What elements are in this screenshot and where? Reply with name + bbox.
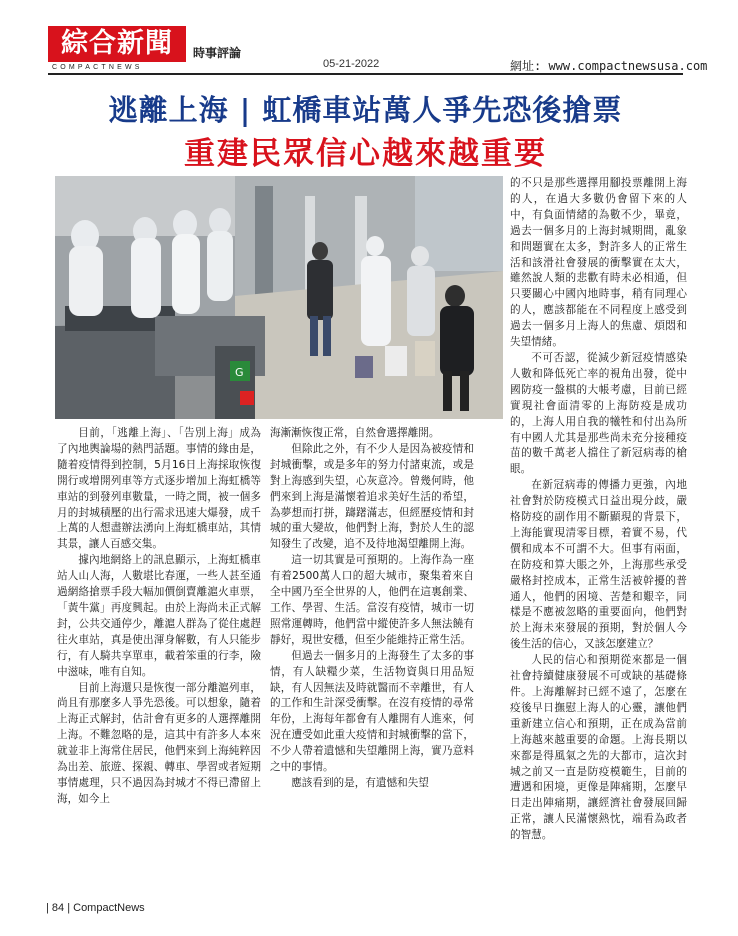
news-photo (55, 176, 503, 419)
article-column-1 (57, 426, 261, 808)
paragraph: 目前上海還只是恢復一部分離滬列車，尚且有那麼多人爭先恐後。可以想象，隨着上海正式解封，估計會有更多的人選擇離開上海。不難忽略的是，這其中有許多人本來就並非上海常住居民，他們來到上海純粹因為出差、旅遊、探親、轉車、學習或者短期事情處理，只不過因為封城才不得已滯留上海，如今上 (57, 681, 261, 805)
article-column-3 (510, 176, 687, 844)
paragraph: 這一切其實是可預期的。上海作為一座有着2500萬人口的超大城市，聚集着來自全中國乃至全世界的人，他們在這裏創業、工作、學習、生活。當沒有疫情，城市一切照常運轉時，他們當中縱使許多人無法饒有靜好，現世安穩，但至少能維持正常生活。 (270, 554, 474, 646)
paragraph: 的不只是那些選擇用腳投票離開上海的人，在過大多數仍會留下來的人中，有負面情緒的為數不少，畢竟，過去一個多月的上海封城期間，亂象和問題實在太多，對許多人的正常生活和該滑社會發展的衝擊實在太大，雖然說人類的悲歡有時未必相通，但只要關心中國內地時事，稍有同理心的人，應該都能在不同程度上感受到過去一個多月上海人的焦慮、煩悶和失望情緒。 (510, 177, 687, 349)
headline-secondary: 重建民眾信心越來越重要 (184, 136, 547, 172)
headline-primary: 逃離上海 | 虹橋車站萬人爭先恐後搶票 (108, 93, 623, 127)
paragraph: 在新冠病毒的傳播力更強，內地社會對於防疫模式日益出現分歧，嚴格防疫的副作用不斷顯現的背景下，上海能實現清零目標，着實不易，代價和成本不可謂不大。但事有兩面，在防疫和算大賬之外，上海那些承受嚴格封控成本，正常生活被幹擾的普通人，他們的困境、苦楚和艱辛，同樣是不應被忽略的重要面向，他們對於上海未來發展的預期，對於個人今後生活的信心，又該怎麼建立？ (510, 479, 687, 651)
section-label: 時事評論 (193, 46, 242, 60)
paragraph: 據內地網絡上的訊息顯示，上海虹橋車站人山人海，人數堪比春運，一些人甚至通過網絡搶票手段大幅加價倒賣離滬火車票，「黃牛黨」再度興起。由於上海尚未正式解封，公共交通停少，離滬人群為了從住處趕往火車站，真是使出渾身解數，有人只能步行，有人騎共享單車，載着笨重的行李，險中滋味，唯有自知。 (57, 554, 261, 678)
header-rule (48, 73, 683, 75)
paragraph: 人民的信心和預期從來都是一個社會持續健康發展不可或缺的基礎條件。上海離解封已經不遠了，怎麼在疫後早日撫慰上海人的心靈，讓他們重新建立信心和預期，正在成為當前上海越來越重要的命題。上海長期以來都是得風氣之先的大都市，這次封城之前又一直是防疫模範生，目前的遭遇和困境，更像是陣痛期，怎麼早日走出陣痛期，讓經濟社會發展回歸正常，讓人民滿懷熱忱，端看為政者的智慧。 (510, 654, 687, 842)
paragraph: 不可否認，從減少新冠疫情感染人數和降低死亡率的視角出發，從中國防疫一盤棋的大帳考慮，目前已經實現社會面清零的上海防疫是成功的，上海人用自我的犧牲和付出為所有中國人尤其是那些尚未充分接種疫苗的數千萬老人擋住了新冠病毒的槍眼。 (510, 351, 687, 476)
paragraph: 應該看到的是，有遺憾和失望 (291, 776, 429, 789)
paragraph: 海漸漸恢復正常，自然會選擇離開。 (270, 427, 440, 439)
paragraph: 但過去一個多月的上海發生了太多的事情，有人缺糧少菜，生活物資與日用品短缺，有人因無法及時就醫而不幸離世，有人的工作和生計深受衝擊。在沒有疫情的尋常年份，上海每年都會有人離開有人進來，何況在遭受如此重大疫情和封城衝擊的當下，不少人帶着遺憾和失望離開上海，實乃意料之中的事情。 (270, 649, 474, 774)
issue-date: 05-21-2022 (323, 58, 380, 70)
paragraph: 目前，「逃離上海」、「告別上海」成為了內地輿論場的熱門話題。事情的緣由是，隨着疫情得到控制，5月16日上海採取恢復開行或增開列車等方式逐步增加上海虹橋等車站的到發列車數量，一時之間，被一個多月的封城積壓的出行需求迅速大爆發，成千上萬的人想盡辦法湧向上海虹橋車站，其情其景，讓人百感交集。 (57, 427, 261, 551)
page-footer: | 84 | CompactNews (46, 902, 145, 914)
website-url: 網址: www.compactnewsusa.com (510, 59, 708, 73)
logo-subtitle: COMPACTNEWS (52, 64, 143, 71)
platform-sign-label: G (235, 366, 244, 379)
article-column-2 (270, 426, 474, 792)
newspaper-logo: 綜合新聞 (48, 26, 186, 62)
paragraph: 但除此之外，有不少人是因為被疫情和封城衝擊，或是多年的努力付諸東流，或是對上海感到失望，心灰意冷。曾幾何時，他們來到上海是滿懷着追求美好生活的希望，為夢想而打拼，躊躇滿志，但經歷疫情和封城的重大變故，他們對上海，對於人生的認知發生了改變，追不及待地渴望離開上海。 (270, 442, 474, 551)
